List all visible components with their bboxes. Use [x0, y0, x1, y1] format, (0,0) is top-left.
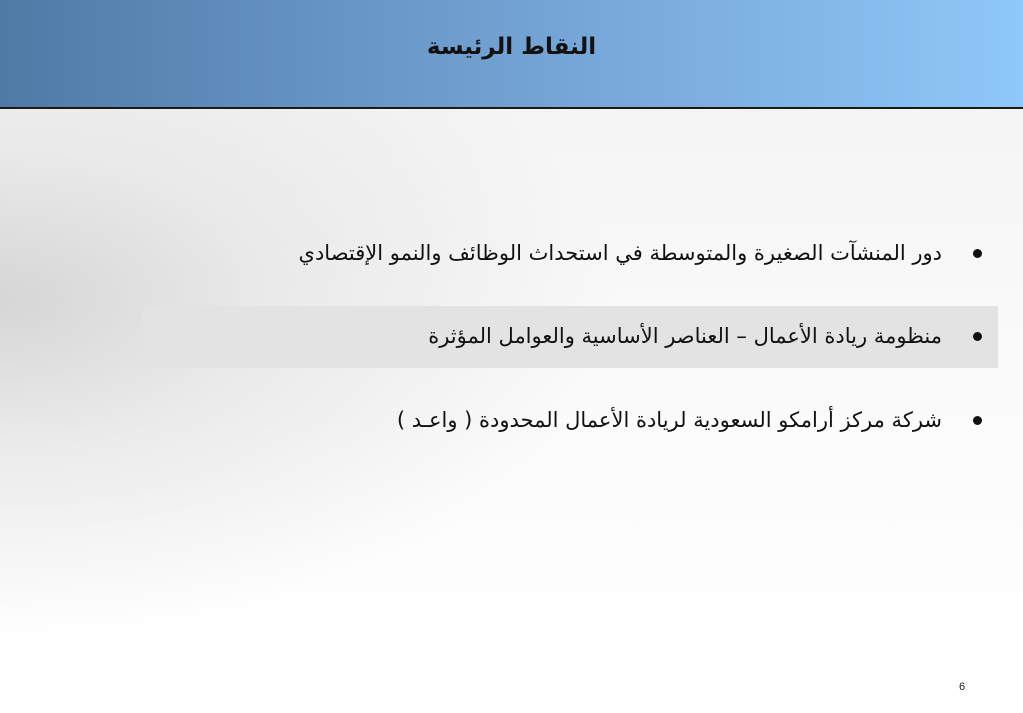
bullet-item [143, 223, 998, 285]
bullet-item-highlighted [143, 306, 998, 368]
slide-title: النقاط الرئيسة [426, 34, 597, 60]
bullet-item [143, 390, 998, 452]
page-number: 6 [959, 681, 966, 693]
bullet-text: دور المنشآت الصغيرة والمتوسطة في استحداث الوظائف والنمو الإقتصادي [298, 241, 942, 265]
bullet-dot-icon [973, 332, 982, 341]
bullet-text: شركة مركز أرامكو السعودية لريادة الأعمال المحدودة ( واعـد ) [396, 408, 942, 432]
bullet-text: منظومة ريادة الأعمال – العناصر الأساسية والعوامل المؤثرة [428, 324, 942, 348]
bullet-dot-icon [973, 249, 982, 258]
bullet-dot-icon [973, 416, 982, 425]
